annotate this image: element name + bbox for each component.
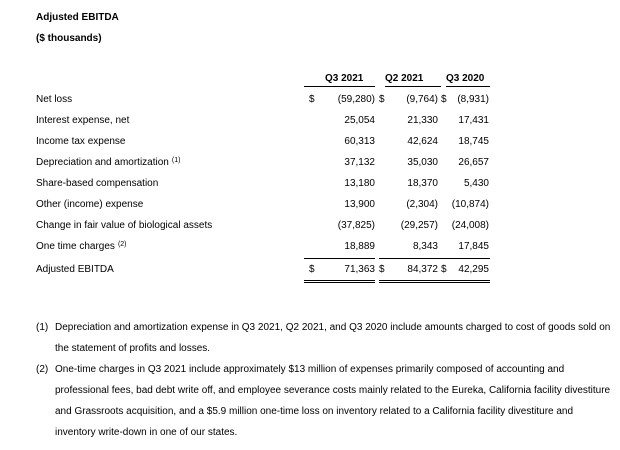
cell-value: 18,370 — [407, 178, 438, 189]
cell-value: (37,825) — [337, 220, 375, 231]
cell-value: 18,745 — [458, 136, 489, 147]
cell-value: 60,313 — [344, 136, 375, 147]
cell-value: (9,764) — [406, 94, 438, 105]
cell-value: 21,330 — [407, 115, 438, 126]
currency-symbol: $ — [309, 94, 315, 105]
footnote-ref: (1) — [171, 157, 181, 164]
cell-value: 18,889 — [344, 241, 375, 252]
double-underline — [304, 280, 375, 283]
cell-value: 8,343 — [412, 241, 438, 252]
currency-symbol: $ — [379, 94, 385, 105]
cell-value: (10,874) — [451, 199, 489, 210]
total-rule — [304, 258, 375, 259]
row-label: One time charges $^{(2)}$ — [36, 241, 127, 252]
cell-value: 13,180 — [344, 178, 375, 189]
cell-value: 25,054 — [344, 115, 375, 126]
row-label: Other (income) expense — [36, 199, 144, 210]
cell-value: 5,430 — [463, 178, 489, 189]
header-underline — [385, 86, 441, 87]
cell-value: 42,295 — [458, 264, 489, 275]
table-row — [0, 94, 620, 115]
row-label: Depreciation and amortization $^{(1)}$ — [36, 157, 181, 168]
row-label: Interest expense, net — [36, 115, 130, 126]
footnotes — [36, 317, 612, 443]
row-label: Change in fair value of biological assets — [36, 220, 213, 231]
footnote-marker: (2) — [36, 364, 49, 375]
currency-symbol: $ — [379, 264, 385, 275]
row-label: Net loss — [36, 94, 73, 105]
cell-value: 71,363 — [344, 264, 375, 275]
cell-value: (2,304) — [406, 199, 438, 210]
column-header-q3-2020: Q3 2020 — [446, 73, 485, 84]
currency-symbol: $ — [441, 264, 447, 275]
header-underline — [304, 86, 375, 87]
header-underline — [446, 86, 490, 87]
cell-value: 17,845 — [458, 241, 489, 252]
table-row — [0, 136, 620, 157]
footnote-text: One-time charges in Q3 2021 include approximately $13 million of expenses primarily composed of accounting and professional fees, bad debt write off, and employee severance costs mainly related to the Eureka, California facility divestiture and Grassroots acquisition, and a $5.9 million one-time loss on inventory related to a California facility divestiture and inventory write-down in one of our states. — [55, 364, 611, 438]
table-title: Adjusted EBITDA — [36, 12, 119, 23]
cell-value: 35,030 — [407, 157, 438, 168]
row-label: Share-based compensation — [36, 178, 159, 189]
footnote — [36, 317, 612, 359]
footnote-marker: (1) — [36, 322, 49, 333]
cell-value: 13,900 — [344, 199, 375, 210]
column-header-q2-2021: Q2 2021 — [385, 73, 424, 84]
cell-value: (8,931) — [457, 94, 489, 105]
table-subtitle: ($ thousands) — [36, 33, 102, 44]
footnote — [36, 359, 612, 443]
footnote-ref: (2) — [117, 241, 127, 248]
cell-value: 26,657 — [458, 157, 489, 168]
cell-value: 42,624 — [407, 136, 438, 147]
currency-symbol: $ — [441, 94, 447, 105]
footnote-text: Depreciation and amortization expense in Q3 2021, Q2 2021, and Q3 2020 include amounts charged to cost of goods sold on the statement of profits and losses. — [55, 322, 611, 354]
cell-value: 17,431 — [458, 115, 489, 126]
double-underline — [441, 280, 490, 283]
row-label: Income tax expense — [36, 136, 126, 147]
total-rule — [441, 258, 490, 259]
table-row — [0, 220, 620, 241]
cell-value: (29,257) — [400, 220, 438, 231]
cell-value: (24,008) — [451, 220, 489, 231]
cell-value: 84,372 — [407, 264, 438, 275]
currency-symbol: $ — [309, 264, 315, 275]
column-header-q3-2021: Q3 2021 — [325, 73, 364, 84]
cell-value: (59,280) — [337, 94, 375, 105]
table-row — [0, 115, 620, 136]
cell-value: 37,132 — [344, 157, 375, 168]
table-row — [0, 178, 620, 199]
row-label: Adjusted EBITDA — [36, 264, 114, 275]
total-rule — [379, 258, 441, 259]
table-row — [0, 157, 620, 178]
table-row — [0, 199, 620, 220]
double-underline — [379, 280, 441, 283]
